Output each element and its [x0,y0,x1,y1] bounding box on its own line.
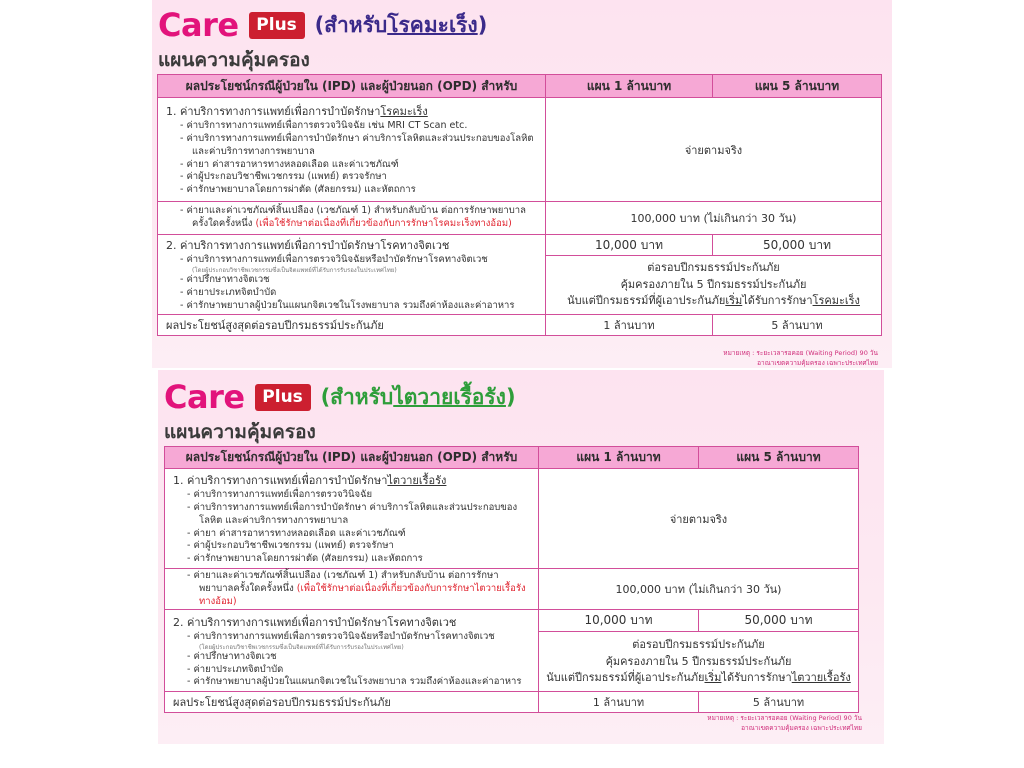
cancer-plan-tag: (สำหรับโรคมะเร็ง) [314,12,488,37]
max-benefit-label: ผลประโยชน์สูงสุดต่อรอบปีกรมธรรม์ประกันภัย [165,692,539,713]
cancer-plan-panel [152,0,892,368]
list-item-note: (โดยผู้ประกอบวิชาชีพเวชกรรมซึ่งเป็นจิตแพทย์ที่ได้รับการรับรองในประเทศไทย) [199,643,404,651]
section2-title: 2. ค่าบริการทางการแพทย์เพื่อการบำบัดรักษาโรคทางจิตเวช [173,615,457,629]
brand-care-logo: Care [164,378,245,416]
plan1-column-header: แผน 1 ล้านบาท [539,447,699,469]
table-header-row [165,447,859,469]
cancer-coverage-table [157,74,882,336]
max-benefit-plan5: 5 ล้านบาท [713,315,882,336]
kidney-plan-title [164,378,516,416]
list-item: - ค่ารักษาพยาบาลผู้ป่วยในแผนกจิตเวชในโรงพยาบาล รวมถึงค่าห้องและค่าอาหาร [187,676,522,688]
section2-plan1-value: 10,000 บาท [546,235,713,256]
section1-title: 1. ค่าบริการทางการแพทย์เพื่อการบำบัดรักษาไตวายเรื้อรัง [173,474,447,488]
section1-cell [165,469,539,569]
benefit-column-header: ผลประโยชน์กรณีผู้ป่วยใน (IPD) และผู้ป่วยนอก (OPD) สำหรับ [158,75,546,98]
brand-plus-badge: Plus [255,384,311,411]
coverage-plan-heading: แผนความคุ้มครอง [164,421,316,443]
section2-title: 2. ค่าบริการทางการแพทย์เพื่อการบำบัดรักษาโรคทางจิตเวช [166,239,450,253]
table-row [158,98,882,202]
table-row [165,692,859,713]
list-item: - ค่ารักษาพยาบาลโดยการผ่าตัด (ศัลยกรรม) และหัตถการ [180,184,416,196]
waiting-period-note: หมายเหตุ : ระยะเวลารอคอย (Waiting Period) 90 วัน อาณาเขตความคุ้มครอง เฉพาะประเทศไทย [723,349,878,368]
section1-value: จ่ายตามจริง [546,98,882,202]
drug-value: 100,000 บาท (ไม่เกินกว่า 30 วัน) [539,569,859,610]
cancer-plan-title [158,6,487,44]
benefit-column-header: ผลประโยชน์กรณีผู้ป่วยใน (IPD) และผู้ป่วยนอก (OPD) สำหรับ [165,447,539,469]
section1-title: 1. ค่าบริการทางการแพทย์เพื่อการบำบัดรักษาโรคมะเร็ง [166,105,428,119]
list-item: - ค่าบริการทางการแพทย์เพื่อการตรวจวินิจฉัย เช่น MRI CT Scan etc. [180,120,468,132]
section2-plan5-value: 50,000 บาท [699,610,859,632]
table-row [165,469,859,569]
list-item: - ค่าผู้ประกอบวิชาชีพเวชกรรม (แพทย์) ตรวจรักษา [180,171,387,183]
list-item: - ค่ารักษาพยาบาลโดยการผ่าตัด (ศัลยกรรม) และหัตถการ [187,553,423,565]
list-item: - ค่าผู้ประกอบวิชาชีพเวชกรรม (แพทย์) ตรวจรักษา [187,540,394,552]
list-item: - ค่าปรึกษาทางจิตเวช [187,650,277,662]
section2-plan1-value: 10,000 บาท [539,610,699,632]
list-item: - ค่าบริการทางการแพทย์เพื่อการบำบัดรักษา ค่าบริการโลหิตและส่วนประกอบของโลหิต และค่าบริการทางการพยาบาล [187,501,518,526]
section2-cell [158,235,546,315]
list-item: - ค่ายา ค่าสารอาหารทางหลอดเลือด และค่าเวชภัณฑ์ [180,158,399,170]
list-item: - ค่าบริการทางการแพทย์เพื่อการตรวจวินิจฉัยหรือบำบัดรักษาโรคทางจิตเวช [187,630,495,642]
table-row [158,315,882,336]
max-benefit-label: ผลประโยชน์สูงสุดต่อรอบปีกรมธรรม์ประกันภัย [158,315,546,336]
table-header-row [158,75,882,98]
list-item: - ค่ายาประเภทจิตบำบัด [180,287,277,299]
waiting-period-note: หมายเหตุ : ระยะเวลารอคอย (Waiting Period) 90 วัน อาณาเขตความคุ้มครอง เฉพาะประเทศไทย [707,714,862,733]
drug-cell [158,202,546,235]
section2-plan5-value: 50,000 บาท [713,235,882,256]
list-item: - ค่ายาและค่าเวชภัณฑ์สิ้นเปลือง (เวชภัณฑ์ 1) สำหรับกลับบ้าน ต่อการรักษาพยาบาลครั้งใดครั้งหนึ่ง (เพื่อใช้รักษาต่อเนื่องที่เกี่ยวข้องกับการรักษาไตวายเรื้อรังทางอ้อม) [187,570,526,607]
section2-cell [165,610,539,692]
table-row [158,202,882,235]
section2-coverage-text: ต่อรอบปีกรมธรรม์ประกันภัย คุ้มครองภายใน 5 ปีกรมธรรม์ประกันภัย นับแต่ปีกรมธรรม์ที่ผู้เอาประกันภัยเริ่มได้รับการรักษาไตวายเรื้อรัง [539,632,859,692]
max-benefit-plan1: 1 ล้านบาท [539,692,699,713]
kidney-coverage-table [164,446,859,713]
list-item: - ค่าปรึกษาทางจิตเวช [180,274,270,286]
list-item: - ค่าบริการทางการแพทย์เพื่อการตรวจวินิจฉัยหรือบำบัดรักษาโรคทางจิตเวช [180,254,488,266]
plan5-column-header: แผน 5 ล้านบาท [713,75,882,98]
list-item: - ค่ารักษาพยาบาลผู้ป่วยในแผนกจิตเวชในโรงพยาบาล รวมถึงค่าห้องและค่าอาหาร [180,299,515,311]
list-item-note: (โดยผู้ประกอบวิชาชีพเวชกรรมซึ่งเป็นจิตแพทย์ที่ได้รับการรับรองในประเทศไทย) [192,267,397,275]
section2-coverage-text: ต่อรอบปีกรมธรรม์ประกันภัย คุ้มครองภายใน 5 ปีกรมธรรม์ประกันภัย นับแต่ปีกรมธรรม์ที่ผู้เอาประกันภัยเริ่มได้รับการรักษาโรคมะเร็ง [546,256,882,315]
list-item: - ค่าบริการทางการแพทย์เพื่อการตรวจวินิจฉัย [187,489,373,501]
brand-care-logo: Care [158,6,239,44]
kidney-plan-panel [158,370,884,744]
drug-value: 100,000 บาท (ไม่เกินกว่า 30 วัน) [546,202,882,235]
table-row [158,235,882,256]
section1-value: จ่ายตามจริง [539,469,859,569]
list-item: - ค่ายาประเภทจิตบำบัด [187,663,284,675]
list-item: - ค่าบริการทางการแพทย์เพื่อการบำบัดรักษา ค่าบริการโลหิตและส่วนประกอบของโลหิต และค่าบริการทางการพยาบาล [180,132,534,157]
coverage-plan-heading: แผนความคุ้มครอง [158,49,310,71]
section1-cell [158,98,546,202]
max-benefit-plan1: 1 ล้านบาท [546,315,713,336]
plan5-column-header: แผน 5 ล้านบาท [699,447,859,469]
drug-cell [165,569,539,610]
list-item: - ค่ายาและค่าเวชภัณฑ์สิ้นเปลือง (เวชภัณฑ์ 1) สำหรับกลับบ้าน ต่อการรักษาพยาบาลครั้งใดครั้งหนึ่ง (เพื่อใช้รักษาต่อเนื่องที่เกี่ยวข้องกับการรักษาโรคมะเร็งทางอ้อม) [180,205,526,229]
kidney-plan-tag: (สำหรับไตวายเรื้อรัง) [320,384,516,409]
brand-plus-badge: Plus [249,12,305,39]
plan1-column-header: แผน 1 ล้านบาท [546,75,713,98]
table-row [165,610,859,632]
list-item: - ค่ายา ค่าสารอาหารทางหลอดเลือด และค่าเวชภัณฑ์ [187,527,406,539]
max-benefit-plan5: 5 ล้านบาท [699,692,859,713]
table-row [165,569,859,610]
